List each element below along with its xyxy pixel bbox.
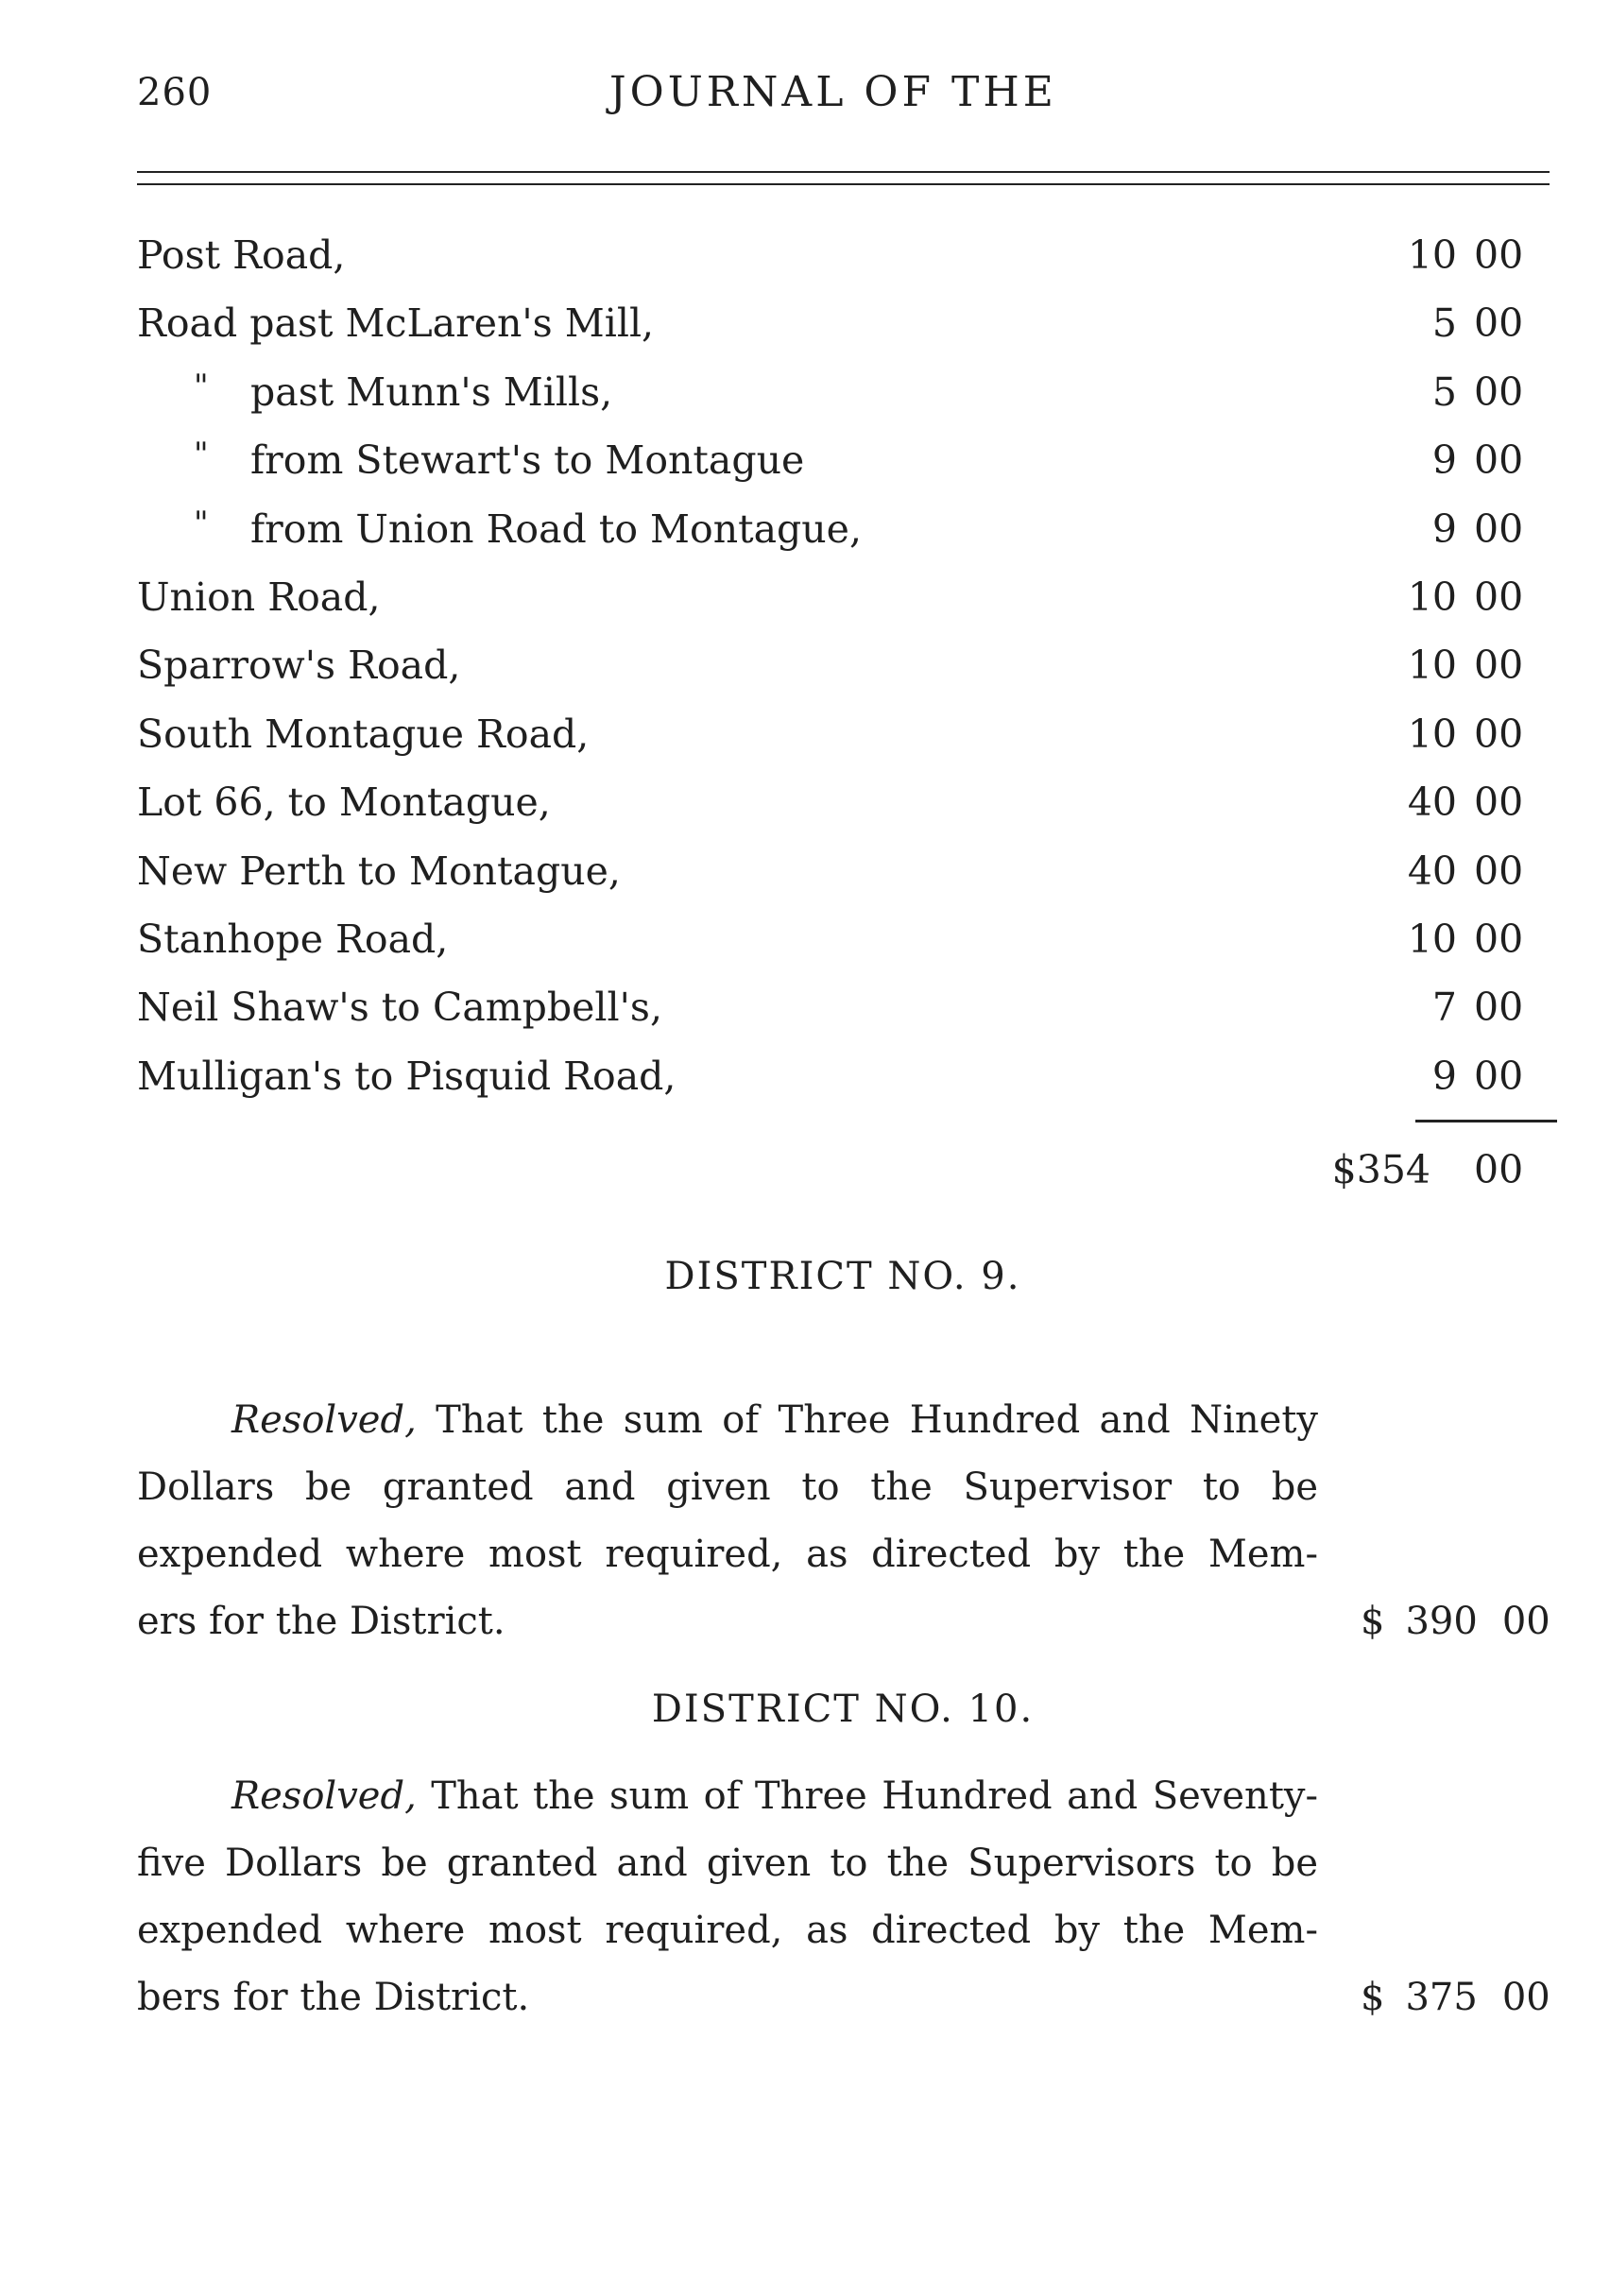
resolution-line: expended where most required, as directed by the Mem- (137, 1533, 1318, 1576)
road-name: Mulligan's to Pisquid Road, (137, 1053, 677, 1099)
road-name: Lot 66, to Montague, (137, 780, 551, 826)
amount-dollars: 9 (1431, 1053, 1457, 1099)
resolved-word: Resolved, (231, 1398, 417, 1442)
amount-cents: 00 (1501, 1976, 1550, 2019)
resolution-text: That the sum of Three Hundred and Ninety (436, 1398, 1318, 1442)
amount-cents: 00 (1474, 1053, 1524, 1099)
appropriation-row (137, 1050, 1559, 1118)
amount-dollars: 5 (1431, 368, 1457, 415)
amount-dollars: 7 (1431, 985, 1457, 1031)
road-name: from Stewart's to Montague (250, 437, 805, 484)
amount-dollars: 10 (1407, 574, 1457, 620)
road-name: Union Road, (137, 574, 381, 620)
appropriation-row (137, 776, 1559, 844)
amount-cents: 00 (1474, 848, 1524, 894)
dollar-sign: $ (1361, 1600, 1385, 1643)
resolution-line (137, 1763, 1318, 1830)
total-rule (1415, 1120, 1557, 1122)
resolution-line: bers for the District. (137, 1976, 530, 2019)
road-name: South Montague Road, (137, 711, 590, 757)
amount-cents: 00 (1474, 711, 1524, 757)
running-head: JOURNAL OF THE (609, 68, 1057, 116)
road-name: New Perth to Montague, (137, 848, 621, 894)
resolved-word: Resolved, (231, 1774, 417, 1818)
appropriation-row (137, 639, 1559, 707)
ditto-mark: " (194, 367, 209, 405)
total-cents: 00 (1474, 1147, 1524, 1192)
amount-dollars: 9 (1431, 437, 1457, 484)
amount-dollars: 10 (1407, 232, 1457, 278)
road-name: Neil Shaw's to Campbell's, (137, 985, 662, 1031)
amount-dollars: 40 (1407, 848, 1457, 894)
amount-cents: 00 (1474, 300, 1524, 347)
resolution-line (137, 1387, 1318, 1454)
road-name: from Union Road to Montague, (250, 505, 862, 552)
resolution-line: expended where most required, as directed by the Mem- (137, 1909, 1318, 1952)
road-name: Stanhope Road, (137, 916, 449, 962)
ditto-mark: " (194, 504, 209, 542)
amount-dollars: 5 (1431, 300, 1457, 347)
road-name: Road past McLaren's Mill, (137, 300, 655, 347)
amount-dollars: 9 (1431, 505, 1457, 552)
district-9-amount (1361, 1588, 1550, 1655)
amount-cents: 00 (1474, 643, 1524, 689)
resolution-line: Dollars be granted and given to the Supervisor to be (137, 1465, 1318, 1509)
amount-cents: 00 (1474, 505, 1524, 552)
amount-dollars: 10 (1407, 643, 1457, 689)
amount-dollars: 10 (1407, 916, 1457, 962)
district-10-resolution (137, 1763, 1318, 2031)
appropriation-row (137, 981, 1559, 1049)
appropriation-row (137, 434, 1559, 502)
amount-dollars: 10 (1407, 711, 1457, 757)
dollar-sign: $ (1361, 1976, 1385, 2019)
resolution-line: five Dollars be granted and given to the Supervisors to be (137, 1842, 1318, 1885)
appropriation-list (137, 229, 1559, 1118)
appropriation-row (137, 366, 1559, 434)
resolution-line: ers for the District. (137, 1600, 505, 1643)
district-10-heading: DISTRICT NO. 10. (651, 1688, 1035, 1731)
appropriation-row (137, 297, 1559, 365)
district-10-amount (1361, 1964, 1550, 2031)
resolution-text: That the sum of Three Hundred and Seventy- (431, 1774, 1318, 1818)
amount-cents: 00 (1474, 232, 1524, 278)
district-9-resolution (137, 1387, 1318, 1655)
ditto-mark: " (194, 436, 209, 474)
amount-cents: 00 (1474, 780, 1524, 826)
appropriation-row (137, 708, 1559, 776)
amount-cents: 00 (1474, 574, 1524, 620)
total-dollars: $354 (1331, 1147, 1430, 1192)
amount-cents: 00 (1501, 1600, 1550, 1643)
amount-dollars: 375 (1405, 1976, 1478, 2019)
amount-dollars: 40 (1407, 780, 1457, 826)
amount-cents: 00 (1474, 437, 1524, 484)
header-rule-top (137, 171, 1550, 173)
amount-cents: 00 (1474, 916, 1524, 962)
amount-dollars: 390 (1405, 1600, 1478, 1643)
appropriation-row (137, 229, 1559, 297)
header-rule-bottom (137, 183, 1550, 185)
road-name: Post Road, (137, 232, 346, 278)
road-name: Sparrow's Road, (137, 643, 461, 689)
road-name: past Munn's Mills, (250, 368, 613, 415)
district-9-heading: DISTRICT NO. 9. (664, 1255, 1021, 1298)
appropriation-row (137, 571, 1559, 639)
appropriation-row (137, 845, 1559, 913)
page-number: 260 (137, 71, 213, 114)
appropriation-row (137, 503, 1559, 571)
amount-cents: 00 (1474, 985, 1524, 1031)
appropriation-row (137, 913, 1559, 981)
amount-cents: 00 (1474, 368, 1524, 415)
